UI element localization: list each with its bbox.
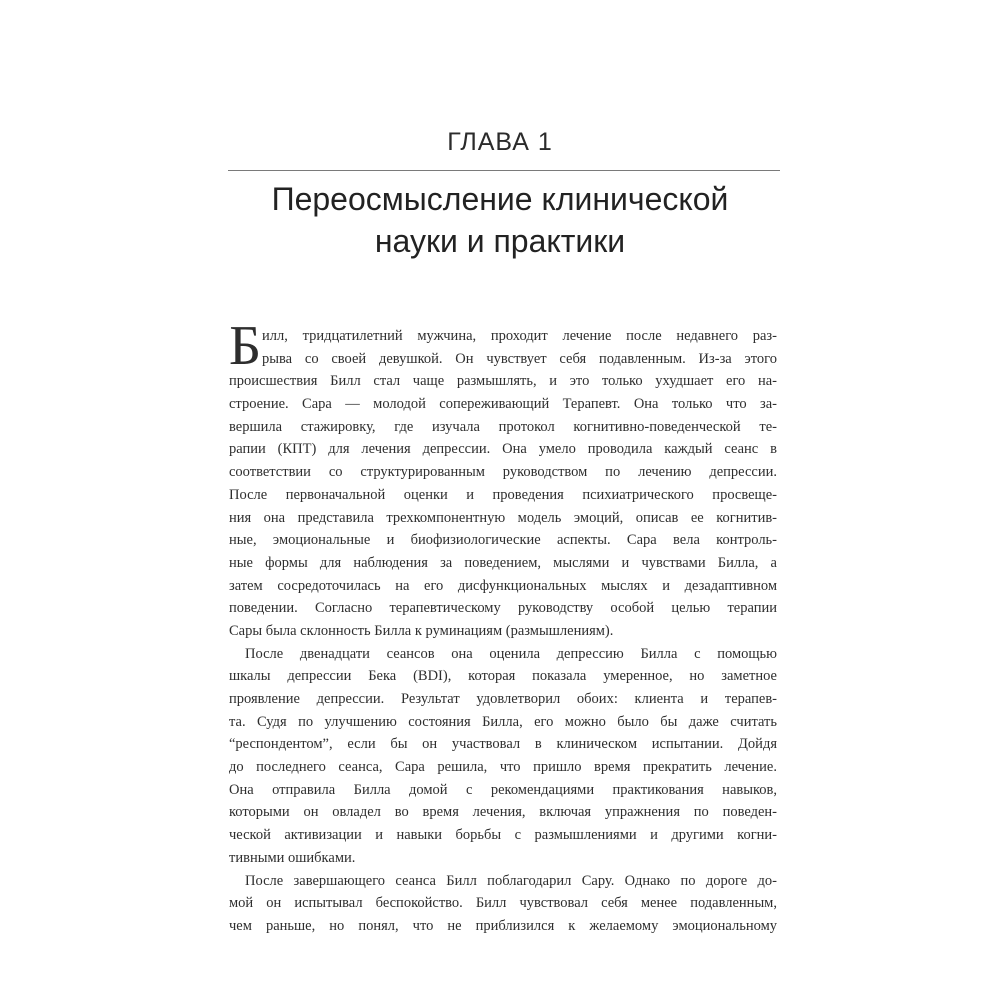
text-line: После первоначальной оценки и проведения психиатрического просвеще- <box>229 486 777 503</box>
text-line: соответствии со структурированным руководством по лечению депрессии. <box>229 464 777 481</box>
text-line: рапии (КПТ) для лечения депрессии. Она умело проводила каждый сеанс в <box>229 441 777 458</box>
text-line: тивными ошибками. <box>229 849 356 866</box>
text-line: та. Судя по улучшению состояния Билла, его можно было бы даже считать <box>229 713 777 730</box>
text-line: ные, эмоциональные и биофизиологические аспекты. Сара вела контроль- <box>229 532 777 549</box>
chapter-title <box>190 178 810 262</box>
text-line: до последнего сеанса, Сара решила, что пришло время прекратить лечение. <box>229 759 777 776</box>
chapter-label: ГЛАВА 1 <box>447 128 553 156</box>
text-line: происшествия Билл стал чаще размышлять, и это только ухудшает его на- <box>229 373 777 390</box>
text-line: чем раньше, но понял, что не приблизился к желаемому эмоциональному <box>229 917 777 934</box>
chapter-title-line: науки и практики <box>374 223 626 259</box>
text-line: проявление депрессии. Результат удовлетворил обоих: клиента и терапев- <box>229 691 777 707</box>
text-line: ния она представила трехкомпонентную модель эмоций, описав ее когнитив- <box>229 509 777 526</box>
text-line: поведении. Согласно терапевтическому руководству особой целью терапии <box>229 600 777 617</box>
body-text <box>229 325 777 938</box>
text-line: рыва со своей девушкой. Он чувствует себя подавленным. Из-за этого <box>262 350 777 367</box>
text-line: затем сосредоточилась на его дисфункциональных мыслях и дезадаптивном <box>229 577 777 594</box>
chapter-title-line: Переосмысление клинической <box>271 181 729 217</box>
text-line: ные формы для наблюдения за поведением, мыслями и чувствами Билла, а <box>229 554 777 571</box>
text-line: После двенадцати сеансов она оценила депрессию Билла с помощью <box>245 645 777 662</box>
text-line: которыми он овладел во время лечения, включая упражнения по поведен- <box>229 804 777 821</box>
text-line: Она отправила Билла домой с рекомендациями практикования навыков, <box>229 781 777 798</box>
text-line: строение. Сара — молодой сопереживающий Терапевт. Она только что за- <box>229 396 777 413</box>
text-line: “респондентом”, если бы он участвовал в клиническом испытании. Дойдя <box>229 736 777 753</box>
drop-cap: Б <box>229 315 262 377</box>
text-line: шкалы депрессии Бека (BDI), которая показала умеренное, но заметное <box>229 668 777 685</box>
text-line: Сары была склонность Билла к руминациям (размышлениям). <box>229 622 614 639</box>
text-line: вершила стажировку, где изучала протокол когнитивно-поведенческой те- <box>229 418 777 435</box>
text-line: После завершающего сеанса Билл поблагодарил Сару. Однако по дороге до- <box>245 872 777 889</box>
text-line: мой он испытывал беспокойство. Билл чувствовал себя менее подавленным, <box>229 895 777 912</box>
text-line: илл, тридцатилетний мужчина, проходит лечение после недавнего раз- <box>262 328 777 344</box>
text-line: ческой активизации и навыки борьбы с размышлениями и другими когни- <box>229 827 777 844</box>
chapter-divider <box>228 170 780 171</box>
